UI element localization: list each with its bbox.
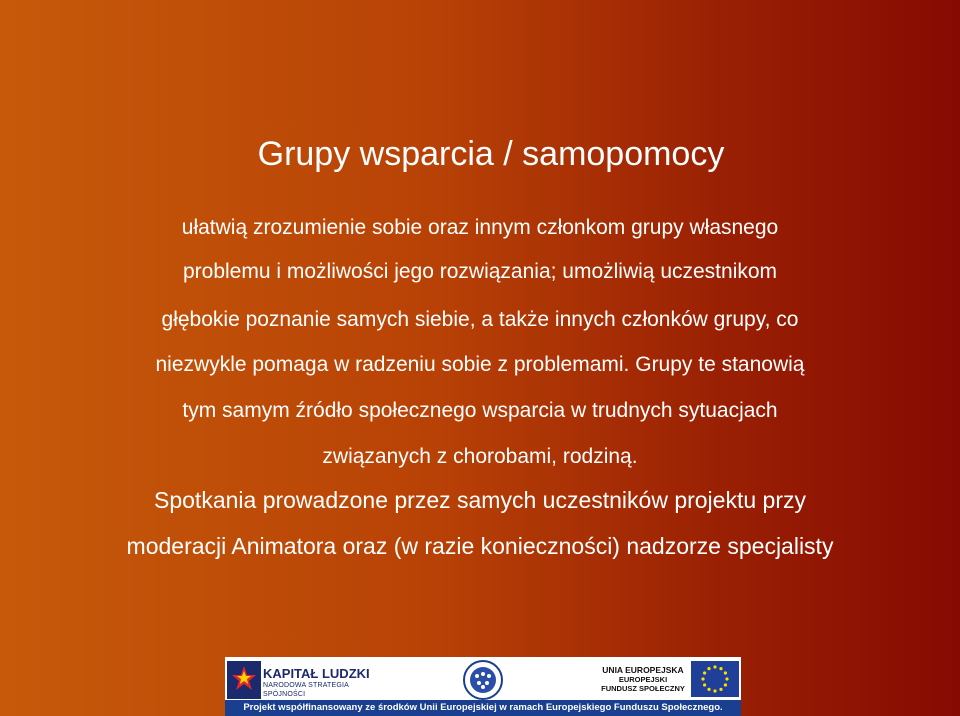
- paragraph1-line-6: związanych z chorobami, rodziną.: [322, 445, 638, 468]
- kapital-ludzki-logo: [227, 661, 377, 699]
- slide-title: Grupy wsparcia / samopomocy: [257, 135, 725, 173]
- eu-label-line-2: EUROPEJSKI: [618, 675, 668, 684]
- footer-logos: [225, 657, 741, 716]
- eu-flag-icon: [691, 661, 739, 697]
- paragraph1-line-4: niezwykle pomaga w radzeniu sobie z problemami. Grupy te stanowią: [155, 353, 805, 376]
- paragraph1-line-3: głębokie poznanie samych siebie, a także innych członków grupy, co: [161, 308, 799, 331]
- eu-label-line-3: FUNDUSZ SPOŁECZNY: [601, 684, 685, 693]
- round-emblem-icon: [463, 660, 503, 700]
- eu-label-line-1: UNIA EUROPEJSKA: [602, 665, 684, 675]
- paragraph1-line-5: tym samym źródło społecznego wsparcia w trudnych sytuacjach: [182, 399, 778, 422]
- kapital-ludzki-name: KAPITAŁ LUDZKI: [263, 666, 370, 681]
- paragraph2-line-1: Spotkania prowadzone przez samych uczestników projektu przy: [154, 487, 806, 513]
- cofinancing-notice: Projekt współfinansowany ze środków Unii Europejskiej w ramach Europejskiego Funduszu Społecznego.: [225, 700, 741, 716]
- kapital-ludzki-text: [263, 667, 377, 699]
- paragraph1-line-1: ułatwią zrozumienie sobie oraz innym członkom grupy własnego: [181, 216, 779, 239]
- kapital-ludzki-star-icon: [227, 661, 261, 699]
- kapital-ludzki-subtitle: NARODOWA STRATEGIA SPÓJNOŚCI: [263, 682, 349, 698]
- paragraph2-line-2: moderacji Animatora oraz (w razie konieczności) nadzorze specjalisty: [126, 533, 834, 559]
- paragraph1-line-2: problemu i możliwości jego rozwiązania; umożliwią uczestnikom: [182, 260, 778, 283]
- eu-label: [598, 665, 688, 693]
